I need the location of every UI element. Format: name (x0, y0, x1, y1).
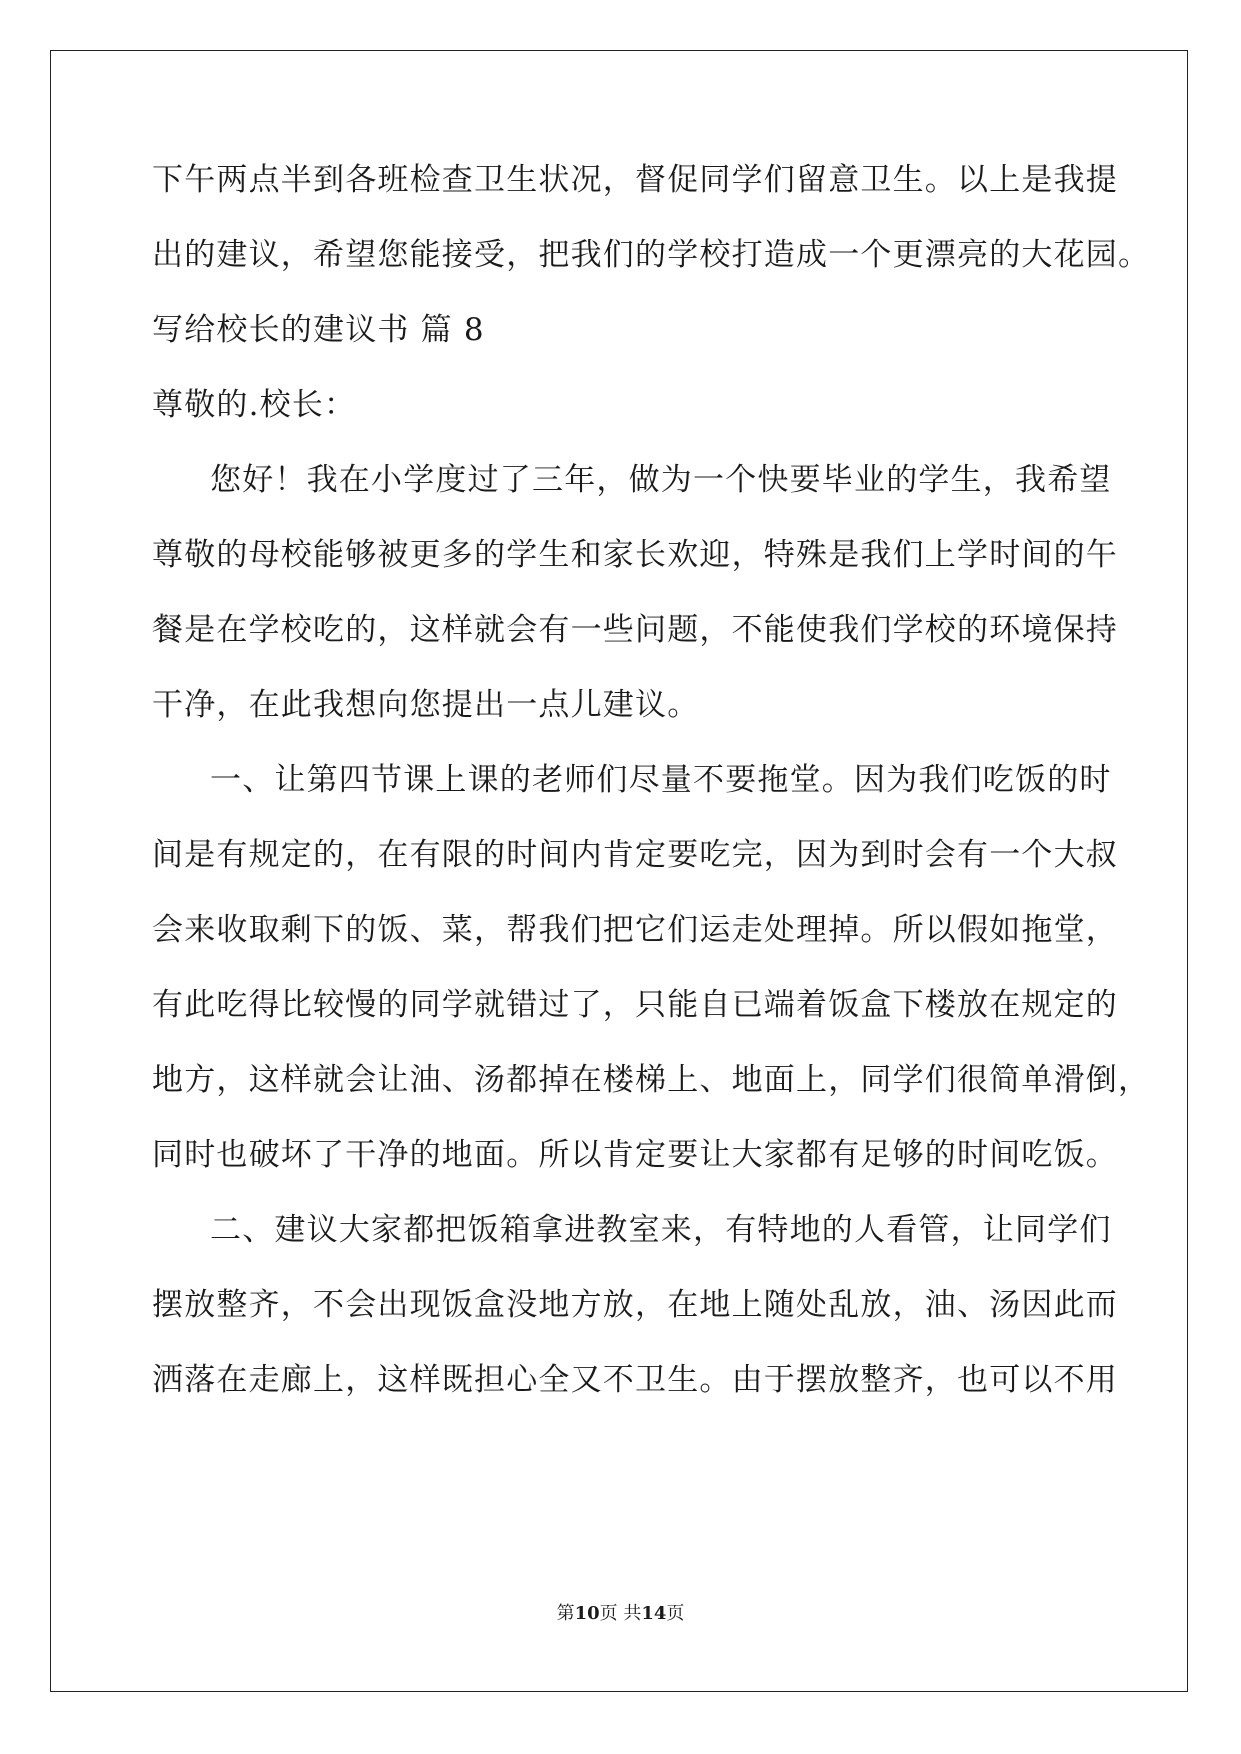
text-line: 餐是在学校吃的，这样就会有一些问题，不能使我们学校的环境保持 (152, 612, 1118, 648)
text-line: 您好！我在小学度过了三年，做为一个快要毕业的学生，我希望 (210, 462, 1112, 498)
text-line: 同时也破坏了干净的地面。所以肯定要让大家都有足够的时间吃饭。 (152, 1137, 1118, 1173)
text-line: 干净，在此我想向您提出一点儿建议。 (152, 687, 700, 723)
text-line: 出的建议，希望您能接受，把我们的学校打造成一个更漂亮的大花园。 (152, 237, 1151, 273)
page-footer (0, 1602, 1241, 1626)
text-line: 间是有规定的，在有限的时间内肯定要吃完，因为到时会有一个大叔 (152, 837, 1118, 873)
text-line: 有此吃得比较慢的同学就错过了，只能自已端着饭盒下楼放在规定的 (152, 987, 1118, 1023)
text-line: 尊敬的母校能够被更多的学生和家长欢迎，特殊是我们上学时间的午 (152, 537, 1118, 573)
text-line: 一、让第四节课上课的老师们尽量不要拖堂。因为我们吃饭的时 (210, 762, 1112, 798)
total-pages-number: 14 (641, 1603, 667, 1624)
current-page-number: 10 (574, 1603, 600, 1624)
section-heading: 写给校长的建议书 篇 8 (152, 312, 485, 348)
page-label-suffix: 页 (666, 1603, 685, 1624)
text-line: 会来收取剩下的饭、菜，帮我们把它们运走处理掉。所以假如拖堂， (152, 912, 1118, 948)
text-line: 地方，这样就会让油、汤都掉在楼梯上、地面上，同学们很简单滑倒， (152, 1062, 1151, 1098)
text-line: 下午两点半到各班检查卫生状况，督促同学们留意卫生。以上是我提 (152, 162, 1118, 198)
salutation: 尊敬的.校长： (152, 387, 357, 423)
text-line: 洒落在走廊上，这样既担心全又不卫生。由于摆放整齐，也可以不用 (152, 1362, 1118, 1398)
page-label-mid: 页 共 (599, 1603, 642, 1624)
text-line: 二、建议大家都把饭箱拿进教室来，有特地的人看管，让同学们 (210, 1212, 1112, 1248)
text-line: 摆放整齐，不会出现饭盒没地方放，在地上随处乱放，油、汤因此而 (152, 1287, 1118, 1323)
page-label-prefix: 第 (556, 1603, 575, 1624)
